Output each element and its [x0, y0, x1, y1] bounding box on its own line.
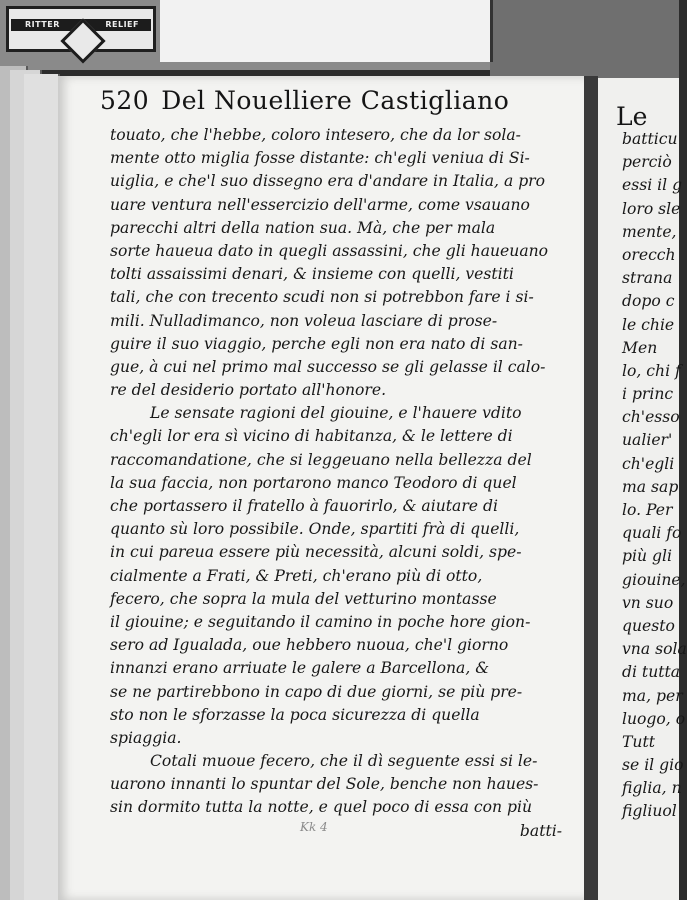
- right-page: [598, 78, 687, 900]
- text-line: ma sap: [622, 477, 679, 496]
- text-line: ch'esso: [622, 408, 680, 427]
- text-line: i princ: [622, 385, 674, 404]
- text-line: giouine,: [622, 570, 686, 589]
- text-line: tolti assaissimi denari, & insieme con quelli, vestiti: [110, 265, 514, 284]
- text-line: le chie: [622, 315, 675, 334]
- page-header: [100, 86, 509, 115]
- text-line: re del desiderio portato all'honore.: [110, 381, 387, 400]
- body-text: [110, 124, 570, 843]
- text-line: vn suo: [622, 593, 674, 612]
- text-line: uarono innanti lo spuntar del Sole, benche non haues-: [110, 775, 539, 794]
- text-line: Men: [622, 338, 658, 357]
- book-gutter: [584, 76, 598, 900]
- signature-mark: Kk 4: [300, 820, 328, 834]
- text-line: ualier': [622, 431, 673, 450]
- background-top-right: [490, 0, 679, 85]
- text-line: se ne partirebbono in capo di due giorni, se più pre-: [110, 682, 523, 701]
- text-line: quanto sù loro possibile. Onde, spartiti frà di quelli,: [110, 520, 520, 539]
- text-line: essi il g: [622, 176, 683, 195]
- text-line: cialmente a Frati, & Preti, ch'erano più di otto,: [110, 566, 483, 585]
- text-line: orecch: [622, 245, 676, 264]
- text-line: il giouine; e seguitando il camino in poche hore gion-: [110, 612, 531, 631]
- running-title: Del Nouelliere Castigliano: [161, 86, 510, 115]
- text-line: strana: [622, 269, 673, 288]
- library-stamp: [6, 6, 156, 52]
- text-line: lo. Per: [622, 501, 673, 519]
- text-line: figliuol: [622, 802, 677, 821]
- text-line: tali, che con trecento scudi non si potrebbon fare i si-: [110, 288, 534, 307]
- text-line: gue, à cui nel primo mal successo se gli gelasse il calo-: [110, 357, 546, 376]
- text-line: spiaggia.: [110, 728, 182, 747]
- text-line: Le sensate ragioni del giouine, e l'hauere vdito: [150, 404, 522, 423]
- text-line: luogo, o: [622, 709, 686, 728]
- text-line: mente,: [622, 222, 677, 241]
- page-edge: [24, 74, 60, 900]
- text-line: batticu: [622, 130, 678, 148]
- text-line: vna sola: [622, 640, 687, 659]
- text-line: Tutt: [622, 732, 655, 751]
- text-line: Cotali muoue fecero, che il dì seguente essi si le-: [150, 752, 538, 771]
- text-line: in cui pareua essere più necessità, alcuni soldi, spe-: [110, 543, 522, 562]
- text-line: sorte haueua dato in quegli assassini, che gli haueuano: [110, 241, 549, 260]
- text-line: lo, chi f: [622, 361, 681, 380]
- text-line: di tutta: [622, 663, 681, 682]
- text-line: questo: [622, 616, 675, 635]
- text-line: che portassero il fratello à fauorirlo, & aiutare di: [110, 497, 498, 515]
- right-page-text: [622, 128, 687, 824]
- text-line: quali fo: [622, 524, 682, 543]
- text-line: touato, che l'hebbe, coloro intesero, che da lor sola-: [110, 126, 521, 144]
- text-line: ch'egli lor era sì vicino di habitanza, & le lettere di: [110, 427, 513, 446]
- text-line: mente otto miglia fosse distante: ch'egli veniua di Si-: [110, 149, 530, 168]
- text-line: la sua faccia, non portarono manco Teodoro di quel: [110, 473, 517, 492]
- text-line: uiglia, e che'l suo dissegno era d'andare in Italia, a pro: [110, 172, 546, 191]
- text-line: raccomandatione, che si leggeuano nella bellezza del: [110, 450, 532, 469]
- text-line: ma, per: [622, 686, 683, 705]
- text-line: loro sle: [622, 199, 681, 218]
- stamp-right-text: RELIEF: [105, 20, 139, 29]
- text-line: mili. Nulladimanco, non voleua lasciare di prose-: [110, 311, 498, 330]
- text-line: sto non le sforzasse la poca sicurezza di quella: [110, 705, 480, 724]
- text-line: sero ad Igualada, oue hebbero nuoua, che'l giorno: [110, 636, 509, 655]
- text-line: più gli: [622, 547, 672, 566]
- page-number: 520: [100, 86, 150, 115]
- text-line: dopo c: [622, 292, 675, 311]
- text-line: perciò: [622, 153, 672, 172]
- catchword: batti-: [519, 821, 562, 840]
- text-line: sin dormito tutta la notte, e quel poco di essa con più: [110, 798, 533, 817]
- right-page-header: Le: [616, 102, 648, 131]
- text-line: uare ventura nell'essercizio dell'arme, come vsauano: [110, 195, 530, 214]
- text-line: innanzi erano arriuate le galere a Barcellona, &: [110, 659, 490, 678]
- text-line: parecchi altri della nation sua. Mà, che per mala: [110, 218, 496, 237]
- text-line: se il gio: [622, 756, 684, 775]
- text-line: figlia, n: [622, 779, 682, 798]
- text-line: fecero, che sopra la mula del vetturino montasse: [110, 589, 497, 608]
- text-line: ch'egli: [622, 454, 675, 473]
- underlying-sheet: [160, 0, 493, 62]
- stamp-left-text: RITTER: [25, 20, 60, 29]
- text-line: guire il suo viaggio, perche egli non era nato di san-: [110, 334, 523, 353]
